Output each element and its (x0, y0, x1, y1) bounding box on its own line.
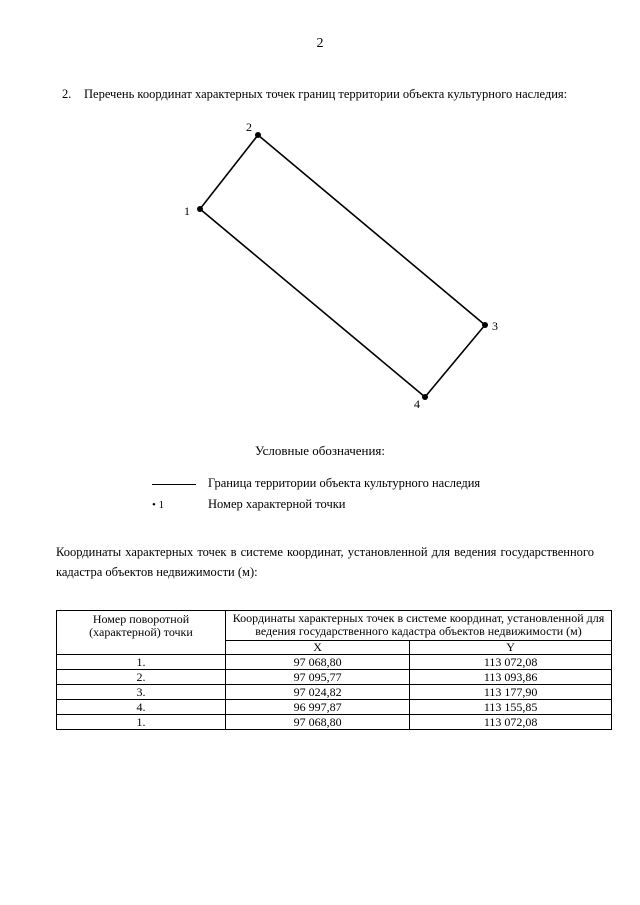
cell-point: 4. (57, 700, 226, 715)
cell-point: 3. (57, 685, 226, 700)
cell-y: 113 072,08 (410, 715, 612, 730)
point-label-1: 1 (184, 204, 190, 218)
table-row (57, 670, 612, 685)
point-label-2: 2 (246, 120, 252, 134)
legend-boundary-label: Граница территории объекта культурного наследия (208, 476, 481, 490)
legend-point-symbol: • 1 (152, 499, 165, 512)
cell-y: 113 177,90 (410, 685, 612, 700)
cell-point: 1. (57, 715, 226, 730)
cell-point: 2. (57, 670, 226, 685)
cell-y: 113 072,08 (410, 655, 612, 670)
cell-x: 97 095,77 (226, 670, 410, 685)
legend-point (152, 497, 346, 512)
cell-x: 96 997,87 (226, 700, 410, 715)
header-x: X (226, 641, 410, 655)
point-marker-1 (197, 206, 203, 212)
table-row (57, 715, 612, 730)
territory-boundary (200, 135, 485, 397)
section-number: 2. (62, 87, 72, 101)
point-marker-4 (422, 394, 428, 400)
header-y: Y (410, 641, 612, 655)
cell-point: 1. (57, 655, 226, 670)
table-row (57, 655, 612, 670)
table-row (57, 685, 612, 700)
cell-x: 97 024,82 (226, 685, 410, 700)
cell-y: 113 093,86 (410, 670, 612, 685)
legend-title: Условные обозначения: (254, 443, 386, 458)
section-title: Перечень координат характерных точек границ территории объекта культурного наследия: (84, 87, 568, 101)
legend-line-symbol (152, 484, 196, 485)
header-point-number: Номер поворотной (характерной) точки (57, 611, 226, 655)
legend-point-label: Номер характерной точки (208, 497, 346, 511)
intro-paragraph: Координаты характерных точек в системе координат, установленной для ведения государственного кадастра объектов недвижимости (м): (56, 545, 594, 579)
point-label-4: 4 (414, 397, 420, 411)
coordinates-table (56, 610, 612, 730)
territory-plan (0, 0, 640, 420)
table-row (57, 700, 612, 715)
header-coordinates: Координаты характерных точек в системе координат, установленной для ведения государственного кадастра объектов недвижимости (м) (226, 611, 612, 641)
point-marker-3 (482, 322, 488, 328)
point-label-3: 3 (492, 319, 498, 333)
page-number: 2 (316, 36, 324, 51)
cell-x: 97 068,80 (226, 655, 410, 670)
legend-boundary (152, 476, 480, 491)
point-marker-2 (255, 132, 261, 138)
cell-y: 113 155,85 (410, 700, 612, 715)
cell-x: 97 068,80 (226, 715, 410, 730)
